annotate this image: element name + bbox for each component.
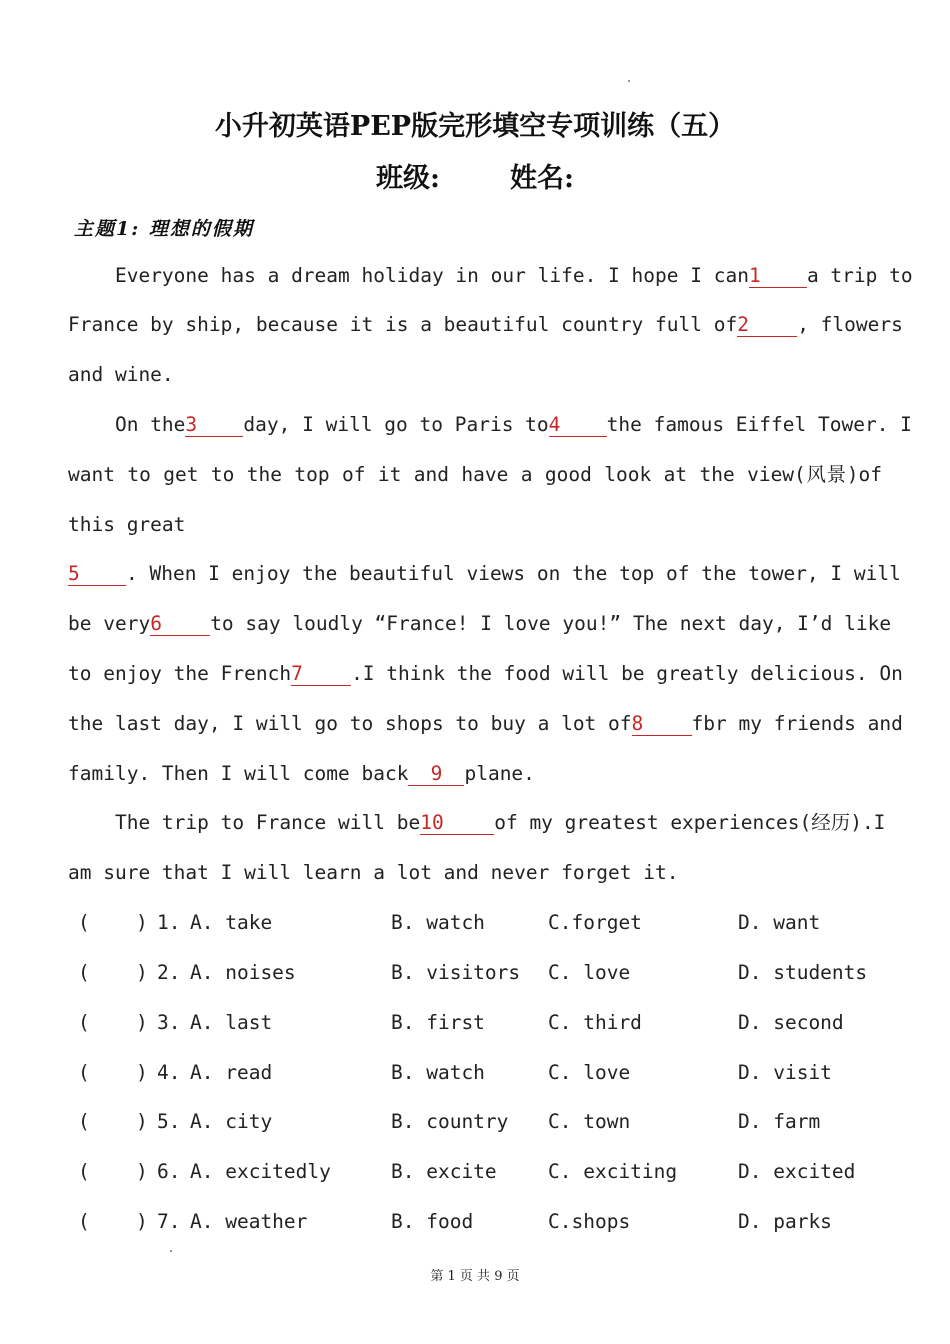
option-d[interactable]: D. parks bbox=[738, 1210, 832, 1233]
option-c[interactable]: C.forget bbox=[548, 911, 642, 934]
option-d[interactable]: D. farm bbox=[738, 1110, 821, 1133]
question-row bbox=[68, 1108, 908, 1136]
passage-line-3: and wine. bbox=[68, 363, 174, 386]
option-c[interactable]: C. love bbox=[548, 961, 631, 984]
page-footer: 第 1 页 共 9 页 bbox=[430, 1269, 520, 1284]
blank-7[interactable]: 7 bbox=[291, 663, 351, 686]
option-a[interactable]: A. read bbox=[190, 1061, 273, 1084]
question-number: 1. bbox=[157, 911, 181, 934]
answer-paren-close: ) bbox=[136, 911, 148, 934]
answer-paren-close: ) bbox=[136, 1160, 148, 1183]
name-label: 姓名: bbox=[510, 163, 574, 194]
passage-line-7: 5 . When I enjoy the beautiful views on the top of the tower, I will bbox=[68, 562, 901, 585]
option-c[interactable]: C. town bbox=[548, 1110, 631, 1133]
option-b[interactable]: B. first bbox=[391, 1011, 485, 1034]
passage-line-8: be very6 to say loudly “France! I love you!” The next day, I’d like bbox=[68, 612, 892, 635]
question-number: 7. bbox=[157, 1210, 181, 1233]
page-title: 小升初英语PEP版完形填空专项训练（五） bbox=[214, 111, 736, 142]
answer-paren-open[interactable]: ( bbox=[78, 1110, 90, 1133]
option-b[interactable]: B. food bbox=[391, 1210, 474, 1233]
option-d[interactable]: D. students bbox=[738, 961, 868, 984]
option-d[interactable]: D. second bbox=[738, 1011, 844, 1034]
option-b[interactable]: B. visitors bbox=[391, 961, 521, 984]
option-a[interactable]: A. noises bbox=[190, 961, 296, 984]
answer-paren-close: ) bbox=[136, 1061, 148, 1084]
passage-line-10: the last day, I will go to shops to buy a lot of8 fbr my friends and bbox=[68, 712, 903, 735]
option-b[interactable]: B. watch bbox=[391, 1061, 485, 1084]
question-row bbox=[68, 1059, 908, 1087]
question-row bbox=[68, 1208, 908, 1236]
passage-line-4: On the3 day, I will go to Paris to4 the famous Eiffel Tower. I bbox=[114, 413, 912, 436]
option-d[interactable]: D. excited bbox=[738, 1160, 856, 1183]
passage-line-11: family. Then I will come back 9 plane. bbox=[68, 762, 535, 785]
question-number: 6. bbox=[157, 1160, 181, 1183]
blank-6[interactable]: 6 bbox=[150, 613, 210, 636]
option-c[interactable]: C.shops bbox=[548, 1210, 631, 1233]
option-d[interactable]: D. visit bbox=[738, 1061, 832, 1084]
option-d[interactable]: D. want bbox=[738, 911, 821, 934]
question-row bbox=[68, 959, 908, 987]
option-c[interactable]: C. exciting bbox=[548, 1160, 678, 1183]
option-c[interactable]: C. third bbox=[548, 1011, 642, 1034]
question-number: 2. bbox=[157, 961, 181, 984]
answer-paren-close: ) bbox=[136, 1210, 148, 1233]
scan-dot bbox=[170, 1250, 172, 1252]
answer-paren-open[interactable]: ( bbox=[78, 1061, 90, 1084]
answer-paren-close: ) bbox=[136, 1011, 148, 1034]
option-b[interactable]: B. watch bbox=[391, 911, 485, 934]
question-row bbox=[68, 1158, 908, 1186]
question-row bbox=[68, 909, 908, 937]
option-b[interactable]: B. excite bbox=[391, 1160, 497, 1183]
option-b[interactable]: B. country bbox=[391, 1110, 509, 1133]
option-a[interactable]: A. city bbox=[190, 1110, 273, 1133]
blank-2[interactable]: 2 bbox=[737, 314, 797, 337]
option-a[interactable]: A. take bbox=[190, 911, 273, 934]
blank-4[interactable]: 4 bbox=[549, 414, 607, 437]
passage-line-13: am sure that I will learn a lot and never forget it. bbox=[68, 861, 679, 884]
option-a[interactable]: A. excitedly bbox=[190, 1160, 331, 1183]
answer-paren-open[interactable]: ( bbox=[78, 911, 90, 934]
blank-3[interactable]: 3 bbox=[185, 414, 243, 437]
option-a[interactable]: A. last bbox=[190, 1011, 273, 1034]
blank-9[interactable]: 9 bbox=[408, 763, 464, 786]
scan-dot bbox=[628, 80, 630, 82]
passage-line-6: this great bbox=[68, 513, 186, 536]
class-label: 班级: bbox=[376, 163, 440, 194]
blank-10[interactable]: 10 bbox=[420, 812, 494, 835]
blank-5[interactable]: 5 bbox=[68, 563, 126, 586]
question-number: 4. bbox=[157, 1061, 181, 1084]
passage-line-9: to enjoy the French7 .I think the food will be greatly delicious. On bbox=[68, 662, 903, 685]
student-info bbox=[0, 156, 950, 195]
answer-paren-open[interactable]: ( bbox=[78, 1011, 90, 1034]
topic-heading: 主题1: 理想的假期 bbox=[74, 218, 254, 240]
passage-line-1: Everyone has a dream holiday in our life. I hope I can1 a trip to bbox=[114, 264, 913, 287]
option-a[interactable]: A. weather bbox=[190, 1210, 308, 1233]
answer-paren-open[interactable]: ( bbox=[78, 1210, 90, 1233]
option-c[interactable]: C. love bbox=[548, 1061, 631, 1084]
answer-paren-open[interactable]: ( bbox=[78, 961, 90, 984]
blank-1[interactable]: 1 bbox=[749, 265, 807, 288]
question-number: 5. bbox=[157, 1110, 181, 1133]
question-number: 3. bbox=[157, 1011, 181, 1034]
passage-line-2: France by ship, because it is a beautiful country full of2 , flowers bbox=[68, 313, 903, 336]
question-row bbox=[68, 1009, 908, 1037]
passage-line-5: want to get to the top of it and have a good look at the view(风景)of bbox=[68, 463, 882, 486]
blank-8[interactable]: 8 bbox=[632, 713, 692, 736]
answer-paren-open[interactable]: ( bbox=[78, 1160, 90, 1183]
passage-line-12: The trip to France will be10 of my greatest experiences(经历).I bbox=[114, 811, 886, 834]
answer-paren-close: ) bbox=[136, 961, 148, 984]
answer-paren-close: ) bbox=[136, 1110, 148, 1133]
